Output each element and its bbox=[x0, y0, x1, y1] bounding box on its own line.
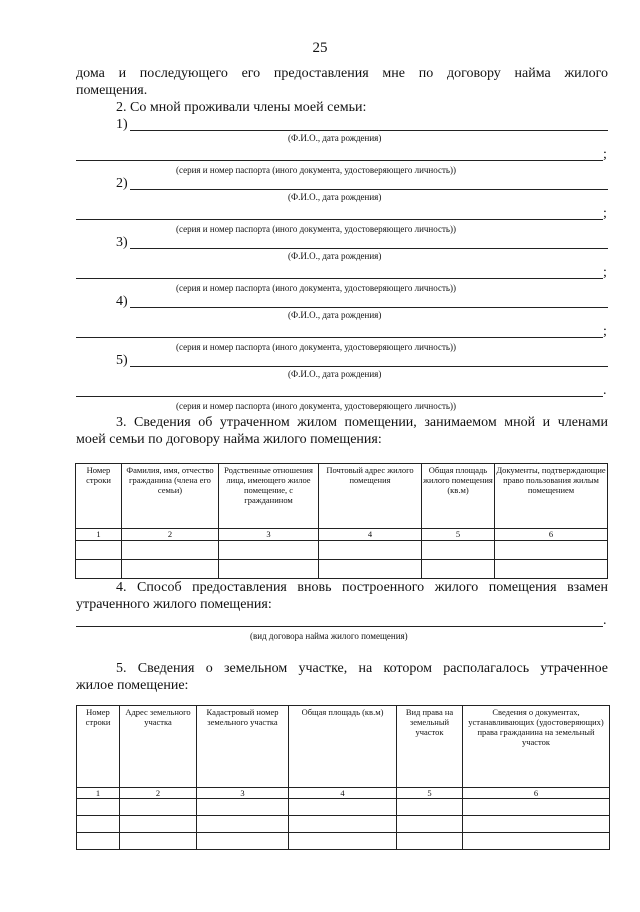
header-cell: Общая площадь (кв.м) bbox=[289, 706, 397, 788]
member-passport-line[interactable] bbox=[76, 278, 603, 279]
member-fio-line[interactable] bbox=[130, 248, 608, 249]
number-cell: 4 bbox=[289, 788, 397, 799]
member-fio-caption: (Ф.И.О., дата рождения) bbox=[288, 192, 382, 202]
section-3-line-1: 3. Сведения об утраченном жилом помещении, занимаемом мной и членами bbox=[116, 415, 608, 430]
member-fio-caption: (Ф.И.О., дата рождения) bbox=[288, 310, 382, 320]
member-fio-caption: (Ф.И.О., дата рождения) bbox=[288, 133, 382, 143]
number-cell: 4 bbox=[319, 529, 422, 541]
header-cell: Фамилия, имя, отчество гражданина (члена его семьи) bbox=[122, 464, 219, 529]
member-fio-caption: (Ф.И.О., дата рождения) bbox=[288, 251, 382, 261]
member-passport-line[interactable] bbox=[76, 160, 603, 161]
header-cell: Документы, подтверждающие право пользования жилым помещением bbox=[495, 464, 608, 529]
member-passport-caption: (серия и номер паспорта (иного документа, удостоверяющего личность)) bbox=[176, 165, 456, 175]
table-row bbox=[76, 560, 608, 579]
header-cell: Сведения о документах, устанавливающих (удостоверяющих) права гражданина на земельный участок bbox=[463, 706, 610, 788]
member-number: 5) bbox=[116, 353, 128, 368]
column-number-row bbox=[77, 788, 610, 799]
number-cell: 6 bbox=[463, 788, 610, 799]
member-passport-line[interactable] bbox=[76, 219, 603, 220]
member-number: 3) bbox=[116, 235, 128, 250]
land-plot-table bbox=[76, 705, 610, 850]
header-cell: Адрес земельного участка bbox=[120, 706, 197, 788]
table-row bbox=[77, 816, 610, 833]
column-number-row bbox=[76, 529, 608, 541]
line-end-mark: ; bbox=[603, 147, 607, 162]
member-passport-line[interactable] bbox=[76, 396, 603, 397]
page-number: 25 bbox=[312, 40, 328, 56]
number-cell: 6 bbox=[495, 529, 608, 541]
header-cell: Кадастровый номер земельного участка bbox=[197, 706, 289, 788]
table-row bbox=[77, 833, 610, 850]
number-cell: 5 bbox=[422, 529, 495, 541]
member-passport-caption: (серия и номер паспорта (иного документа, удостоверяющего личность)) bbox=[176, 283, 456, 293]
table-row bbox=[77, 799, 610, 816]
line-end-mark: ; bbox=[603, 265, 607, 280]
paragraph-1-line-1: дома и последующего его предоставления мне по договору найма жилого bbox=[76, 66, 608, 81]
section-3-line-2: моей семьи по договору найма жилого помещения: bbox=[76, 432, 382, 447]
member-number: 2) bbox=[116, 176, 128, 191]
contract-type-caption: (вид договора найма жилого помещения) bbox=[250, 631, 408, 641]
member-passport-caption: (серия и номер паспорта (иного документа, удостоверяющего личность)) bbox=[176, 342, 456, 352]
section-2-title: 2. Со мной проживали члены моей семьи: bbox=[116, 100, 367, 115]
header-cell: Почтовый адрес жилого помещения bbox=[319, 464, 422, 529]
number-cell: 3 bbox=[197, 788, 289, 799]
line-end-mark: . bbox=[603, 613, 607, 628]
line-end-mark: ; bbox=[603, 206, 607, 221]
table-header-row bbox=[76, 464, 608, 529]
member-number: 4) bbox=[116, 294, 128, 309]
member-fio-line[interactable] bbox=[130, 130, 608, 131]
section-4-line-2: утраченного жилого помещения: bbox=[76, 597, 272, 612]
number-cell: 3 bbox=[219, 529, 319, 541]
member-passport-line[interactable] bbox=[76, 337, 603, 338]
header-cell: Общая площадь жилого помещения (кв.м) bbox=[422, 464, 495, 529]
member-fio-caption: (Ф.И.О., дата рождения) bbox=[288, 369, 382, 379]
contract-type-line[interactable] bbox=[76, 626, 603, 627]
header-cell: Вид права на земельный участок bbox=[397, 706, 463, 788]
number-cell: 2 bbox=[120, 788, 197, 799]
number-cell: 1 bbox=[76, 529, 122, 541]
table-header-row bbox=[77, 706, 610, 788]
lost-housing-table bbox=[75, 463, 608, 579]
line-end-mark: ; bbox=[603, 324, 607, 339]
header-cell: Номер строки bbox=[76, 464, 122, 529]
number-cell: 5 bbox=[397, 788, 463, 799]
number-cell: 2 bbox=[122, 529, 219, 541]
line-end-mark: . bbox=[603, 383, 607, 398]
table-row bbox=[76, 541, 608, 560]
number-cell: 1 bbox=[77, 788, 120, 799]
member-number: 1) bbox=[116, 117, 128, 132]
member-fio-line[interactable] bbox=[130, 307, 608, 308]
member-passport-caption: (серия и номер паспорта (иного документа, удостоверяющего личность)) bbox=[176, 401, 456, 411]
member-fio-line[interactable] bbox=[130, 366, 608, 367]
header-cell: Номер строки bbox=[77, 706, 120, 788]
paragraph-1-line-2: помещения. bbox=[76, 83, 148, 98]
header-cell: Родственные отношения лица, имеющего жилое помещение, с гражданином bbox=[219, 464, 319, 529]
member-passport-caption: (серия и номер паспорта (иного документа, удостоверяющего личность)) bbox=[176, 224, 456, 234]
member-fio-line[interactable] bbox=[130, 189, 608, 190]
section-5-line-1: 5. Сведения о земельном участке, на котором располагалось утраченное bbox=[116, 661, 608, 676]
section-4-line-1: 4. Способ предоставления вновь построенного жилого помещения взамен bbox=[116, 580, 608, 595]
section-5-line-2: жилое помещение: bbox=[76, 678, 189, 693]
